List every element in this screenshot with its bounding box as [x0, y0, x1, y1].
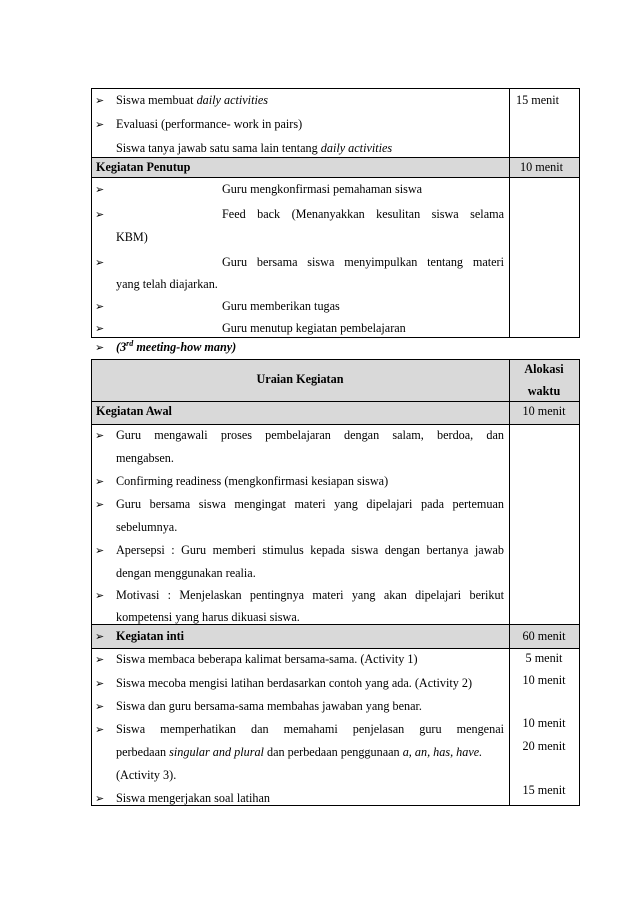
awal-line: Confirming readiness (mengkonfirmasi kesiapan siswa) — [116, 474, 389, 488]
section-label-penutup: Kegiatan Penutup — [96, 160, 191, 174]
awal-line: Guru bersama siswa mengingat materi yang dipelajari pada pertemuan — [116, 497, 504, 511]
time-value: 15 menit — [522, 783, 566, 797]
inti-line: Siswa mecoba mengisi latihan berdasarkan contoh yang ada. (Activity 2) — [116, 676, 473, 690]
inti-line-cont: perbedaan singular and plural dan perbedaan penggunaan a, an, has, have. — [116, 745, 483, 759]
arrow-bullet-icon: ➢ — [95, 792, 105, 805]
arrow-bullet-icon: ➢ — [95, 498, 105, 511]
arrow-bullet-icon: ➢ — [95, 653, 105, 666]
penutup-item-cont: KBM) — [116, 230, 148, 244]
penutup-item: Guru menutup kegiatan pembelajaran — [222, 321, 406, 335]
arrow-bullet-icon: ➢ — [95, 700, 105, 713]
arrow-bullet-icon: ➢ — [95, 118, 105, 131]
inti-line-cont: (Activity 3). — [116, 768, 177, 782]
arrow-bullet-icon: ➢ — [95, 322, 105, 335]
awal-line-cont: mengabsen. — [116, 451, 174, 465]
section-label-inti: Kegiatan inti — [116, 629, 185, 643]
penutup-item: Feed back (Menanyakkan kesulitan siswa selama — [222, 207, 504, 221]
column-header-waktu: waktu — [527, 384, 561, 398]
awal-line-cont: dengan menggunakan realia. — [116, 566, 256, 580]
penutup-item: Guru bersama siswa menyimpulkan tentang materi — [222, 255, 504, 269]
activity-line: Siswa membuat daily activities — [116, 93, 268, 107]
arrow-bullet-icon: ➢ — [95, 475, 105, 488]
time-value: 10 menit — [522, 673, 566, 687]
inti-line: Siswa membaca beberapa kalimat bersama-sama. (Activity 1) — [116, 652, 418, 666]
arrow-bullet-icon: ➢ — [95, 544, 105, 557]
arrow-bullet-icon: ➢ — [95, 630, 105, 643]
time-value: 5 menit — [525, 651, 563, 665]
awal-line-cont: sebelumnya. — [116, 520, 178, 534]
awal-line: Apersepsi : Guru memberi stimulus kepada siswa dengan bertanya jawab — [116, 543, 504, 557]
arrow-bullet-icon: ➢ — [95, 183, 105, 196]
time-value: 60 menit — [522, 629, 566, 643]
arrow-bullet-icon: ➢ — [95, 300, 105, 313]
arrow-bullet-icon: ➢ — [95, 208, 105, 221]
column-header-alokasi: Alokasi — [524, 362, 564, 376]
time-value: 10 menit — [522, 404, 566, 418]
arrow-bullet-icon: ➢ — [95, 589, 105, 602]
penutup-item-cont: yang telah diajarkan. — [116, 277, 218, 291]
inti-line: Siswa dan guru bersama-sama membahas jawaban yang benar. — [116, 699, 422, 713]
arrow-bullet-icon: ➢ — [95, 94, 105, 107]
arrow-bullet-icon: ➢ — [95, 723, 105, 736]
awal-line: Guru mengawali proses pembelajaran dengan salam, berdoa, dan — [116, 428, 504, 442]
penutup-item: Guru mengkonfirmasi pemahaman siswa — [222, 182, 423, 196]
arrow-bullet-icon: ➢ — [95, 341, 105, 354]
arrow-bullet-icon: ➢ — [95, 677, 105, 690]
inti-line: Siswa mengerjakan soal latihan — [116, 791, 270, 805]
penutup-item: Guru memberikan tugas — [222, 299, 340, 313]
section-label-awal: Kegiatan Awal — [96, 404, 172, 418]
meeting-heading: (3rd meeting-how many) — [116, 338, 237, 354]
time-value: 10 menit — [520, 160, 563, 174]
awal-line-cont: kompetensi yang harus dikuasi siswa. — [116, 610, 300, 624]
awal-line: Motivasi : Menjelaskan pentingnya materi yang akan dipelajari berikut — [116, 588, 504, 602]
time-value: 15 menit — [516, 93, 559, 107]
column-header-uraian: Uraian Kegiatan — [256, 372, 344, 386]
arrow-bullet-icon: ➢ — [95, 429, 105, 442]
activity-line: Evaluasi (performance- work in pairs) — [116, 117, 303, 131]
activity-line: Siswa tanya jawab satu sama lain tentang daily activities — [116, 141, 393, 155]
inti-line: Siswa memperhatikan dan memahami penjelasan guru mengenai — [116, 722, 504, 736]
arrow-bullet-icon: ➢ — [95, 256, 105, 269]
time-value: 10 menit — [522, 716, 566, 730]
time-value: 20 menit — [522, 739, 566, 753]
